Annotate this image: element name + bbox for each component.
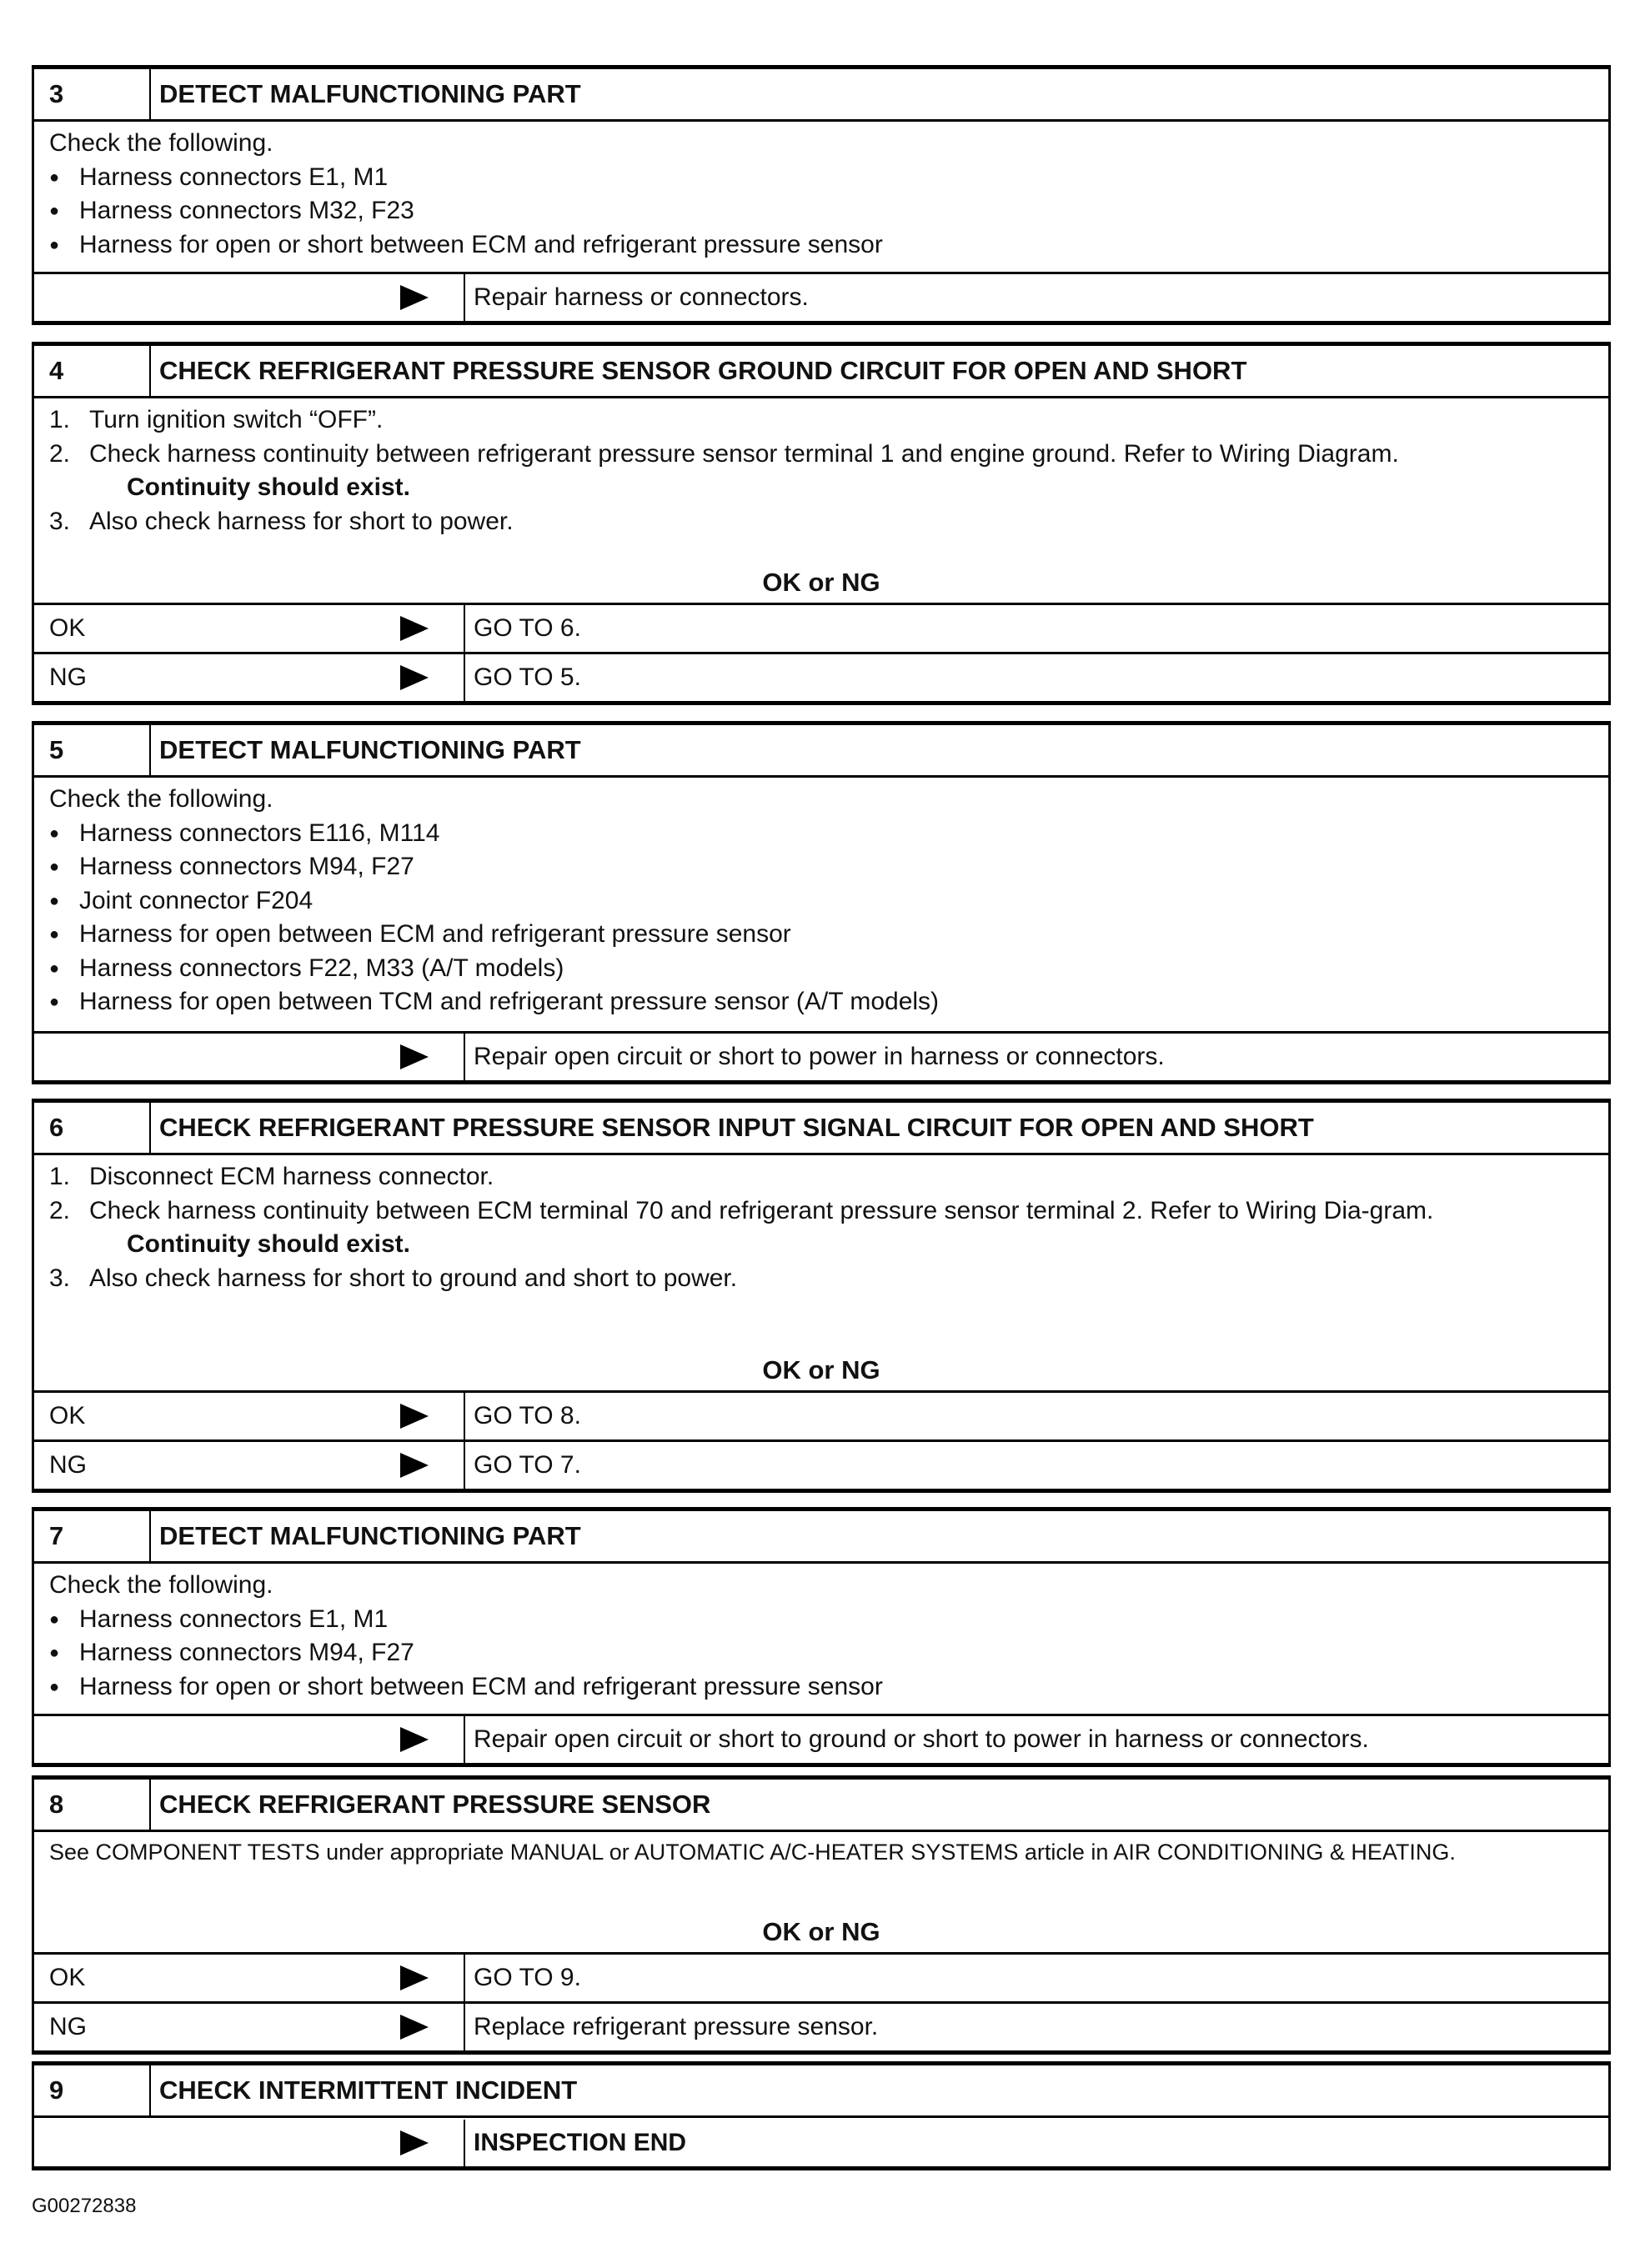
step-number: 4 (34, 346, 151, 396)
outcome-row-ok (34, 1952, 1608, 2001)
step-number: 3 (34, 69, 151, 119)
step-3 (32, 65, 1611, 325)
step-body (34, 1564, 1608, 1709)
step-6 (32, 1099, 1611, 1493)
step-title: DETECT MALFUNCTIONING PART (159, 735, 581, 764)
step-header (34, 346, 1608, 398)
outcome-action: GO TO 8. (474, 1402, 581, 1429)
list-item: 3. Also check harness for short to power. (49, 507, 514, 535)
list-item: 2. Check harness continuity between ECM terminal 70 and refrigerant pressure sensor terminal 2. Refer to Wiring Dia-gram. (49, 1196, 1434, 1224)
arrow-right-icon (400, 1453, 429, 1478)
list-item: 1. Turn ignition switch “OFF”. (49, 406, 384, 433)
step-body (34, 1832, 1608, 1872)
step-body (34, 1155, 1608, 1300)
step-header (34, 69, 1608, 122)
step-number: 6 (34, 1103, 151, 1153)
outcome-action: GO TO 5. (474, 663, 581, 691)
list-item: ● Harness for open or short between ECM and refrigerant pressure sensor (49, 1670, 1592, 1705)
arrow-right-icon (400, 1965, 429, 1990)
arrow-right-icon (400, 1727, 429, 1752)
list-item: ● Harness connectors M94, F27 (49, 1636, 1592, 1670)
arrow-right-icon (400, 2130, 429, 2155)
step-8 (32, 1775, 1611, 2055)
arrow-right-icon (400, 1044, 429, 1069)
list-item: ● Harness connectors M32, F23 (49, 194, 1592, 228)
step-title: CHECK REFRIGERANT PRESSURE SENSOR GROUND CIRCUIT FOR OPEN AND SHORT (159, 356, 1247, 385)
step-header (34, 725, 1608, 778)
figure-id: G00272838 (32, 2195, 137, 2217)
outcome-action: GO TO 6. (474, 614, 581, 642)
outcome-label: NG (49, 1451, 87, 1479)
step-header (34, 1780, 1608, 1832)
step-header (34, 1103, 1608, 1155)
result-text: INSPECTION END (474, 2129, 687, 2156)
outcome-row-ok (34, 603, 1608, 652)
ok-or-ng-label: OK or NG (762, 1917, 880, 1946)
list-item: ● Harness connectors E1, M1 (49, 161, 1592, 195)
outcome-row-ng (34, 1439, 1608, 1489)
step-number: 7 (34, 1511, 151, 1561)
intro-text: Check the following. (49, 785, 273, 813)
ok-or-ng-label: OK or NG (762, 1355, 880, 1384)
list-item: 1. Disconnect ECM harness connector. (49, 1163, 494, 1190)
continuity-note: Continuity should exist. (127, 473, 411, 501)
component-tests-text: See COMPONENT TESTS under appropriate MANUAL or AUTOMATIC A/C-HEATER SYSTEMS article in AIR CONDITIONING & HEATING. (49, 1840, 1456, 1865)
intro-text: Check the following. (49, 1571, 273, 1599)
step-title: CHECK REFRIGERANT PRESSURE SENSOR INPUT SIGNAL CIRCUIT FOR OPEN AND SHORT (159, 1113, 1314, 1142)
list-item: 3. Also check harness for short to ground and short to power. (49, 1264, 738, 1292)
list-item: ● Harness for open or short between ECM and refrigerant pressure sensor (49, 228, 1592, 263)
outcome-label: NG (49, 663, 87, 691)
step-5 (32, 721, 1611, 1084)
outcome-action: GO TO 9. (474, 1964, 581, 1991)
step-header (34, 2065, 1608, 2118)
step-title: CHECK INTERMITTENT INCIDENT (159, 2075, 578, 2105)
outcome-action: GO TO 7. (474, 1451, 581, 1479)
result-text: Repair open circuit or short to ground or short to power in harness or connectors. (474, 1725, 1369, 1753)
arrow-right-icon (400, 2015, 429, 2040)
step-7 (32, 1507, 1611, 1767)
arrow-right-icon (400, 285, 429, 310)
step-body (34, 122, 1608, 267)
step-body (34, 398, 1608, 543)
result-text: Repair harness or connectors. (474, 283, 809, 311)
outcome-label: NG (49, 2013, 87, 2040)
list-item: ● Harness connectors M94, F27 (49, 850, 1592, 884)
result-row (34, 272, 1608, 321)
arrow-right-icon (400, 616, 429, 641)
outcome-label: OK (49, 1964, 86, 1991)
outcome-action: Replace refrigerant pressure sensor. (474, 2013, 879, 2040)
step-number: 9 (34, 2065, 151, 2115)
ok-or-ng-label: OK or NG (762, 568, 880, 597)
list-item: ● Harness connectors E1, M1 (49, 1603, 1592, 1637)
step-number: 8 (34, 1780, 151, 1830)
step-body (34, 778, 1608, 1024)
step-4 (32, 342, 1611, 705)
list-item: 2. Check harness continuity between refrigerant pressure sensor terminal 1 and engine ground. Refer to Wiring Diagram. (49, 439, 1399, 468)
result-row (34, 2120, 1608, 2166)
result-row (34, 1031, 1608, 1080)
result-text: Repair open circuit or short to power in harness or connectors. (474, 1043, 1165, 1070)
list-item: ● Harness connectors E116, M114 (49, 817, 1592, 851)
step-title: DETECT MALFUNCTIONING PART (159, 79, 581, 108)
step-title: DETECT MALFUNCTIONING PART (159, 1521, 581, 1550)
continuity-note: Continuity should exist. (127, 1230, 411, 1258)
arrow-right-icon (400, 665, 429, 690)
list-item: ● Harness for open between TCM and refrigerant pressure sensor (A/T models) (49, 985, 1592, 1019)
step-title: CHECK REFRIGERANT PRESSURE SENSOR (159, 1790, 711, 1819)
arrow-right-icon (400, 1404, 429, 1429)
outcome-row-ok (34, 1390, 1608, 1439)
intro-text: Check the following. (49, 129, 273, 157)
step-9 (32, 2061, 1611, 2170)
outcome-label: OK (49, 614, 86, 642)
list-item: ● Harness connectors F22, M33 (A/T models) (49, 952, 1592, 986)
step-header (34, 1511, 1608, 1564)
step-number: 5 (34, 725, 151, 775)
outcome-row-ng (34, 652, 1608, 701)
list-item: ● Joint connector F204 (49, 884, 1592, 919)
outcome-row-ng (34, 2001, 1608, 2050)
list-item: ● Harness for open between ECM and refrigerant pressure sensor (49, 918, 1592, 952)
outcome-label: OK (49, 1402, 86, 1429)
result-row (34, 1714, 1608, 1763)
